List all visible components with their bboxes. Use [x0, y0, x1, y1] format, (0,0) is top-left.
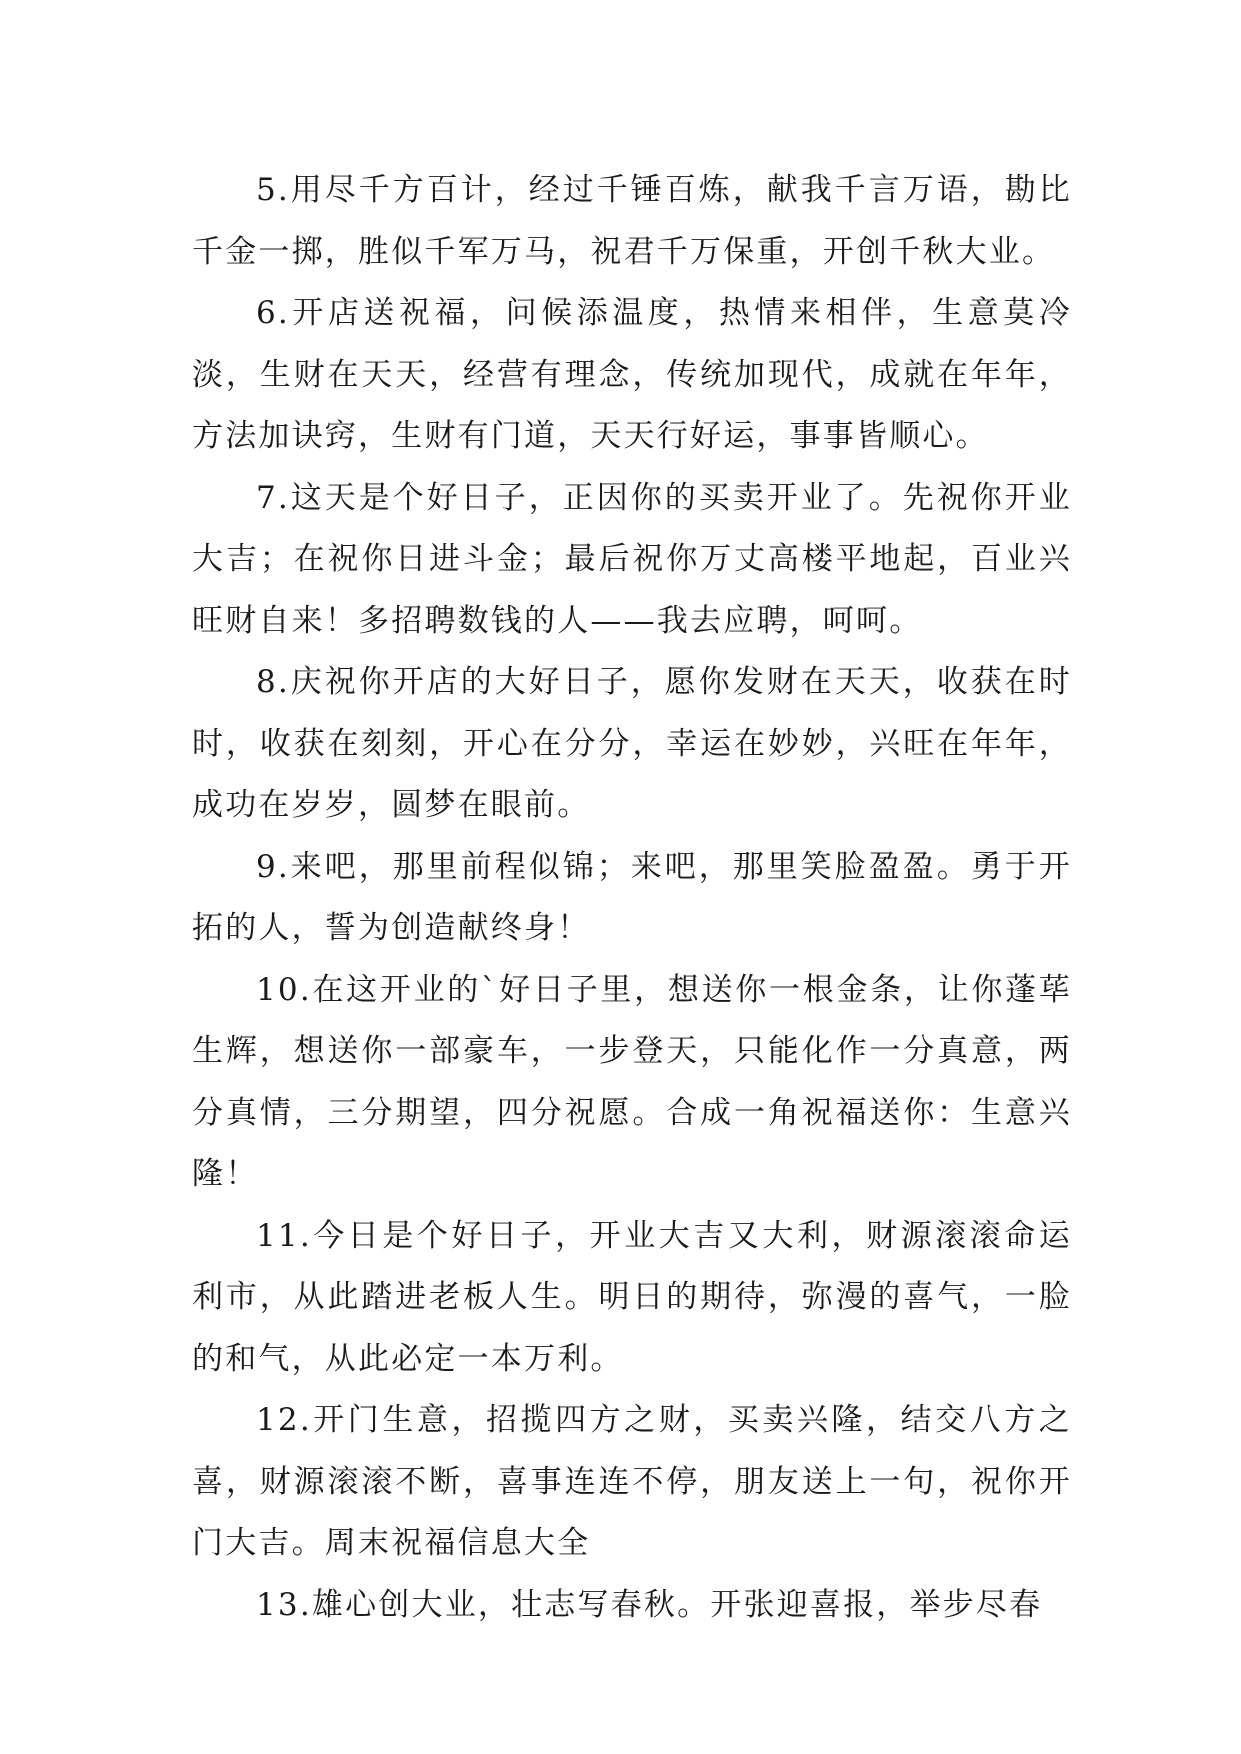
paragraph-13: 13.雄心创大业，壮志写春秋。开张迎喜报，举步尽春: [256, 1586, 1043, 1623]
paragraph-12: 12.开门生意，招揽四方之财，买卖兴隆，结交八方之喜，财源滚滚不断，喜事连连不停，朋友送上一句，祝你开门大吉。周末祝福信息大全: [192, 1402, 1072, 1561]
paragraph-10: 10.在这开业的`好日子里，想送你一根金条，让你蓬荜生辉，想送你一部豪车，一步登天，只能化作一分真意，两分真情，三分期望，四分祝愿。合成一角祝福送你：生意兴隆！: [192, 971, 1072, 1192]
paragraph-7: 7.这天是个好日子，正因你的买卖开业了。先祝你开业大吉；在祝你日进斗金；最后祝你万丈高楼平地起，百业兴旺财自来！多招聘数钱的人——我去应聘，呵呵。: [192, 479, 1072, 639]
paragraph-8: 8.庆祝你开店的大好日子，愿你发财在天天，收获在时时，收获在刻刻，开心在分分，幸运在妙妙，兴旺在年年，成功在岁岁，圆梦在眼前。: [192, 664, 1072, 823]
paragraph-11: 11.今日是个好日子，开业大吉又大利，财源滚滚命运利市，从此踏进老板人生。明日的期待，弥漫的喜气，一脸的和气，从此必定一本万利。: [192, 1217, 1072, 1377]
paragraph-6: 6.开店送祝福，问候添温度，热情来相伴，生意莫冷淡，生财在天天，经营有理念，传统加现代，成就在年年，方法加诀窍，生财有门道，天天行好运，事事皆顺心。: [192, 295, 1072, 454]
paragraph-9: 9.来吧，那里前程似锦；来吧，那里笑脸盈盈。勇于开拓的人，誓为创造献终身！: [192, 848, 1072, 946]
paragraph-5: 5.用尽千方百计，经过千锤百炼，献我千言万语，勘比千金一掷，胜似千军万马，祝君千万保重，开创千秋大业。: [192, 172, 1072, 270]
document-body: [192, 160, 1072, 1636]
